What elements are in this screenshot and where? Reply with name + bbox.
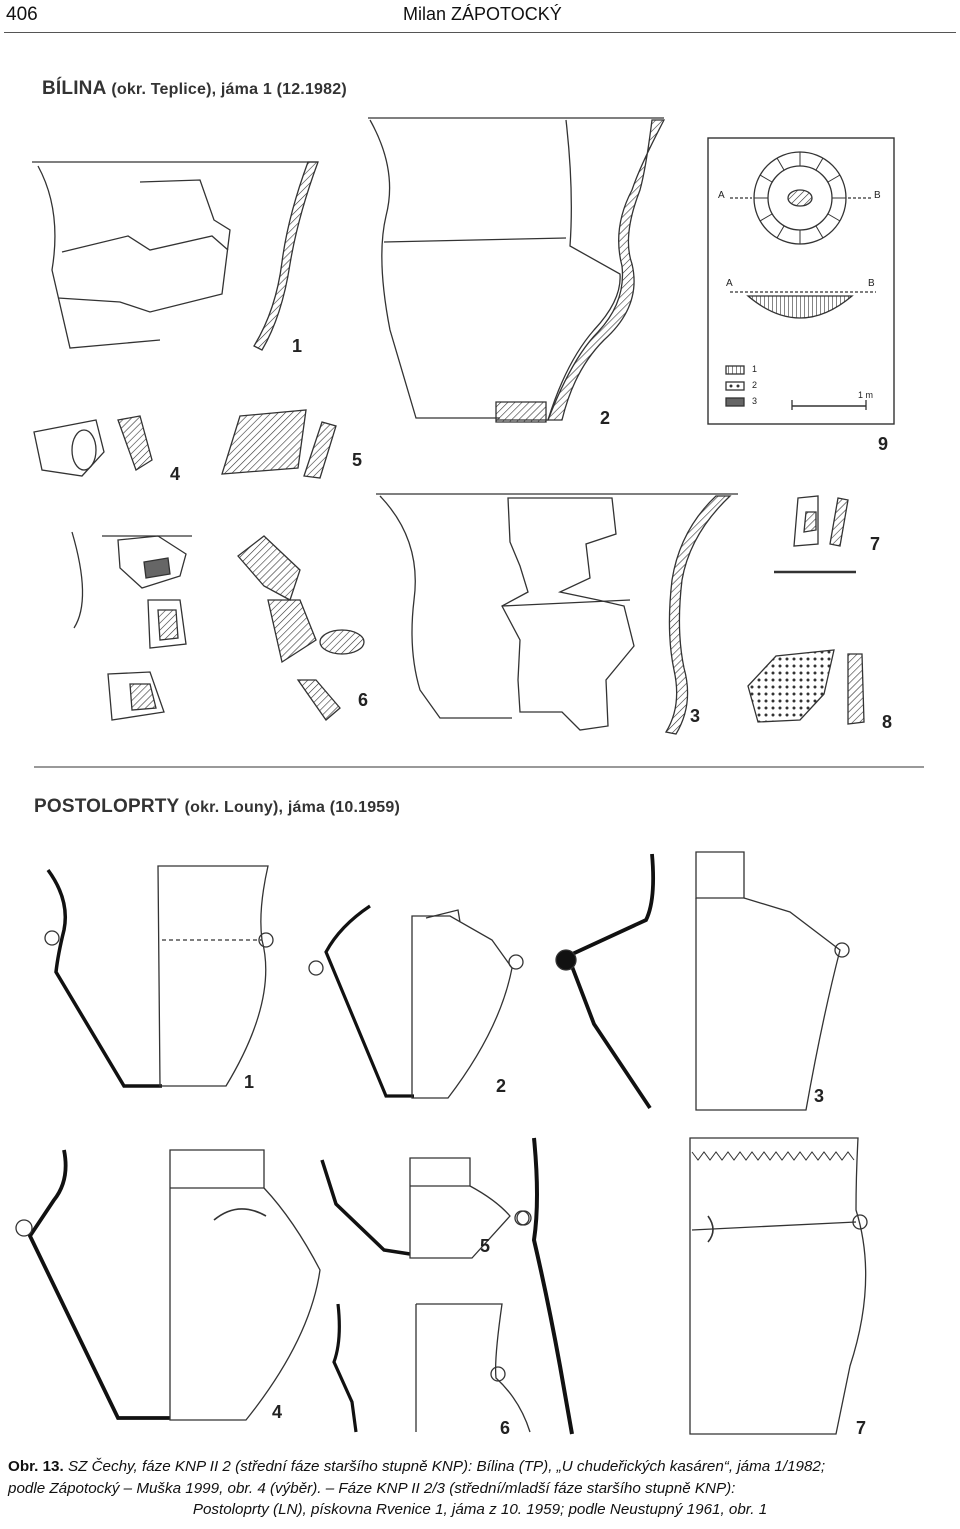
section-marker-a-plan: A: [718, 190, 725, 201]
page-header: [0, 0, 960, 34]
fig-label-postoloprty-4: 4: [272, 1402, 283, 1422]
postoloprty-vessel-4: [16, 1150, 320, 1420]
postoloprty-vessel-5: [322, 1158, 529, 1258]
fig-label-postoloprty-2: 2: [496, 1076, 507, 1096]
section-title-postoloprty-subtitle: (okr. Louny), jáma (10.1959): [184, 799, 401, 816]
fig-label-bilina-9: 9: [878, 434, 889, 454]
bilina-pit-plan-9: [708, 138, 894, 424]
legend-number-2: 2: [752, 380, 758, 390]
postoloprty-vessel-2: [309, 906, 523, 1098]
caption-line-3: Postoloprty (LN), pískovna Rvenice 1, jáma z 10. 1959; podle Neustupný 1961, obr. 1: [192, 1501, 768, 1518]
bilina-vessel-2: [368, 118, 664, 422]
scale-bar-label: 1 m: [858, 390, 874, 400]
bilina-fragment-4: [34, 416, 152, 476]
section-marker-b-plan: B: [874, 190, 881, 201]
caption-lead: Obr. 13.: [8, 1458, 64, 1475]
page-number: 406: [6, 4, 38, 25]
fig-label-postoloprty-6: 6: [500, 1418, 511, 1438]
postoloprty-vessel-6: [334, 1304, 530, 1432]
section-marker-b-profile: B: [868, 278, 875, 289]
fig-label-postoloprty-1: 1: [244, 1072, 255, 1092]
legend-number-1: 1: [752, 364, 758, 374]
postoloprty-vessel-3: [556, 852, 849, 1110]
bilina-vessel-3: [376, 494, 738, 734]
caption-line-1: SZ Čechy, fáze KNP II 2 (střední fáze staršího stupně KNP): Bílina (TP), „U chudeřických kasáren“, jáma 1/1982;: [67, 1458, 826, 1475]
figure-caption: [8, 1456, 952, 1521]
fig-label-bilina-5: 5: [352, 450, 363, 470]
section-marker-a-profile: A: [726, 278, 733, 289]
figure-plate: [0, 40, 960, 1450]
section-title-postoloprty-name: POSTOLOPRTY: [34, 796, 180, 817]
postoloprty-vessel-1: [45, 866, 273, 1086]
bilina-vessel-1: [32, 162, 318, 350]
fig-label-bilina-1: 1: [292, 336, 303, 356]
bilina-fragment-7: [774, 496, 856, 572]
running-head-author: Milan ZÁPOTOCKÝ: [403, 4, 562, 24]
postoloprty-vessel-7: [517, 1138, 867, 1434]
fig-label-bilina-4: 4: [170, 464, 181, 484]
fig-label-postoloprty-5: 5: [480, 1236, 491, 1256]
bilina-fragment-8: [748, 650, 864, 724]
section-title-bilina-subtitle: (okr. Teplice), jáma 1 (12.1982): [111, 81, 347, 98]
bilina-fragment-5: [222, 410, 336, 478]
caption-line-2: podle Zápotocký – Muška 1999, obr. 4 (výběr). – Fáze KNP II 2/3 (střední/mladší fáze staršího stupně KNP):: [8, 1479, 736, 1497]
fig-label-bilina-3: 3: [690, 706, 701, 726]
legend-number-3: 3: [752, 396, 758, 406]
fig-label-postoloprty-7: 7: [856, 1418, 867, 1438]
fig-label-bilina-8: 8: [882, 712, 893, 732]
fig-label-bilina-6: 6: [358, 690, 369, 710]
bilina-fragment-group-6: [72, 532, 364, 720]
fig-label-bilina-2: 2: [600, 408, 611, 428]
fig-label-bilina-7: 7: [870, 534, 881, 554]
fig-label-postoloprty-3: 3: [814, 1086, 825, 1106]
header-rule: [4, 32, 956, 33]
section-title-bilina-name: BÍLINA: [42, 78, 106, 99]
